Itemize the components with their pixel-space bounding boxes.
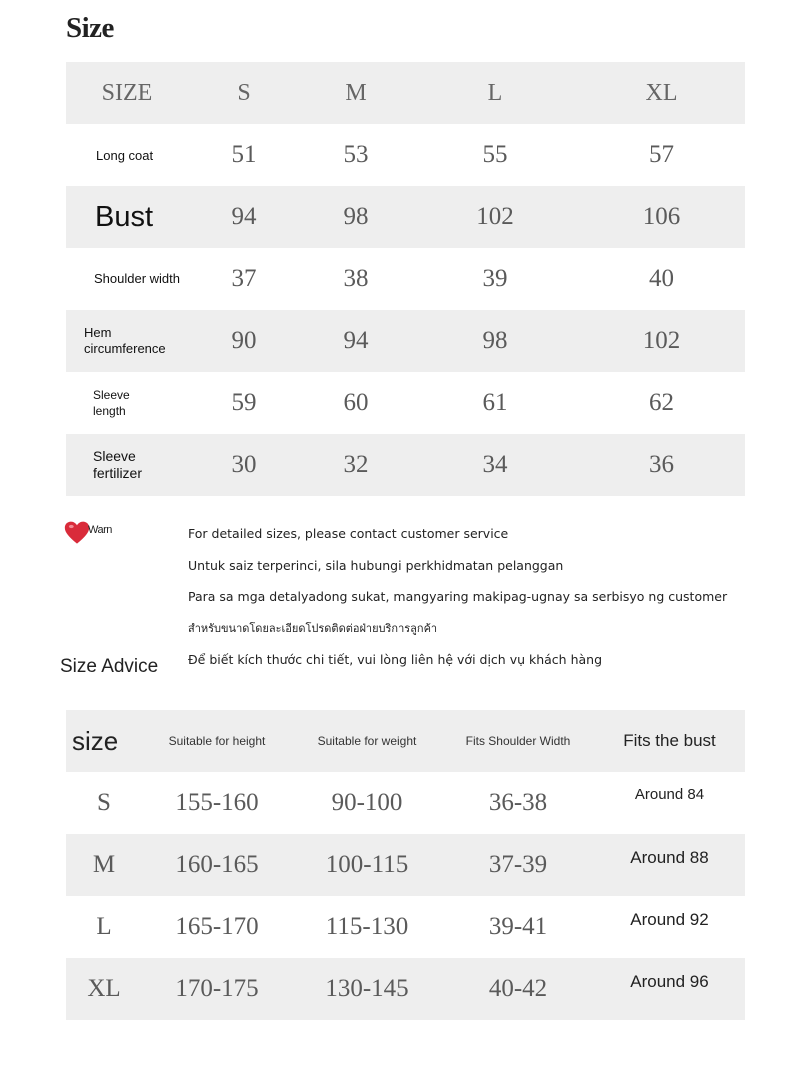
cell-value: 38 <box>343 265 369 292</box>
cell-value: 61 <box>482 389 508 416</box>
cell-value: 36 <box>649 451 674 478</box>
cell-value: 34 <box>482 451 508 478</box>
header-cell: SIZE <box>101 79 153 106</box>
cell-value: 32 <box>343 451 369 478</box>
height-cell: 160-165 <box>175 851 259 878</box>
size-cell: M <box>92 851 116 878</box>
header-cell: M <box>345 79 367 106</box>
cell-value: 37 <box>231 265 257 292</box>
note-line: สำหรับขนาดโดยละเอียดโปรดติดต่อฝ่ายบริการลูกค้า <box>188 621 438 635</box>
contact-notes <box>188 524 727 682</box>
cell-value: 59 <box>231 389 257 416</box>
note-line: Para sa mga detalyadong sukat, mangyaring makipag-ugnay sa serbisyo ng customer <box>188 589 728 604</box>
table-row <box>66 124 745 186</box>
row-label <box>66 372 188 434</box>
cell-value: 57 <box>649 141 674 168</box>
row-label: Long coat <box>96 147 154 163</box>
header-cell: S <box>237 79 251 106</box>
row-label: Bust <box>95 200 154 233</box>
header-cell: L <box>487 79 503 106</box>
garment-measurements-table <box>66 62 745 496</box>
cell-value: 106 <box>642 203 681 230</box>
bust-cell: Around 96 <box>630 972 709 991</box>
row-label <box>66 434 188 496</box>
bust-cell: Around 84 <box>634 786 705 803</box>
size-cell: L <box>96 913 112 940</box>
header-cell: Fits the bust <box>623 731 716 750</box>
table-row <box>66 372 745 434</box>
heart-icon <box>64 520 90 546</box>
row-label-text: Hem circumference <box>84 325 166 356</box>
size-cell: XL <box>87 975 121 1002</box>
note-line: Untuk saiz terperinci, sila hubungi perkhidmatan pelanggan <box>188 557 564 573</box>
table-row <box>66 310 745 372</box>
cell-value: 60 <box>343 389 369 416</box>
cell-value: 53 <box>343 141 369 168</box>
cell-value: 98 <box>343 203 369 230</box>
table-row <box>66 772 745 834</box>
header-cell: Suitable for weight <box>317 734 417 748</box>
cell-value: 94 <box>343 327 369 354</box>
warm-notice <box>64 520 112 546</box>
cell-value: 30 <box>231 451 257 478</box>
table-row <box>66 896 745 958</box>
page-title: Size <box>66 12 114 44</box>
size-cell: S <box>97 789 111 816</box>
weight-cell: 90-100 <box>331 789 403 816</box>
weight-cell: 115-130 <box>325 913 409 940</box>
row-label-text: Sleeve fertilizer <box>93 448 143 481</box>
table-row <box>66 958 745 1020</box>
size-advice-label: Size Advice <box>60 656 159 677</box>
cell-value: 90 <box>231 327 257 354</box>
shoulder-cell: 36-38 <box>488 789 548 816</box>
weight-cell: 130-145 <box>325 975 409 1002</box>
cell-value: 40 <box>649 265 674 292</box>
table-row <box>66 834 745 896</box>
note-line: Để biết kích thước chi tiết, vui lòng liên hệ với dịch vụ khách hàng <box>188 652 603 667</box>
bust-cell: Around 92 <box>630 910 709 929</box>
header-cell: XL <box>645 79 678 106</box>
cell-value: 102 <box>642 327 681 354</box>
header-cell: size <box>72 725 119 756</box>
header-cell: Suitable for height <box>168 734 266 748</box>
table-row <box>66 248 745 310</box>
size-recommendation-table <box>66 710 745 1020</box>
table-row <box>66 186 745 248</box>
table-row <box>66 434 745 496</box>
note-line: For detailed sizes, please contact customer service <box>188 526 509 541</box>
header-cell: Fits Shoulder Width <box>465 734 571 748</box>
row-label <box>66 310 188 372</box>
row-label-text: Sleeve length <box>93 388 130 418</box>
row-label: Shoulder width <box>94 271 180 286</box>
warm-label: Warn <box>88 524 112 536</box>
header-row <box>66 62 745 124</box>
height-cell: 155-160 <box>175 789 259 816</box>
cell-value: 55 <box>482 141 508 168</box>
cell-value: 102 <box>476 203 514 230</box>
cell-value: 98 <box>482 327 508 354</box>
height-cell: 170-175 <box>175 975 259 1002</box>
bust-cell: Around 88 <box>630 848 709 867</box>
shoulder-cell: 40-42 <box>488 975 548 1002</box>
cell-value: 94 <box>231 203 257 230</box>
weight-cell: 100-115 <box>325 851 409 878</box>
cell-value: 51 <box>231 141 257 168</box>
cell-value: 62 <box>649 389 674 416</box>
header-row <box>66 710 745 772</box>
cell-value: 39 <box>482 265 508 292</box>
shoulder-cell: 39-41 <box>488 913 548 940</box>
shoulder-cell: 37-39 <box>488 851 548 878</box>
height-cell: 165-170 <box>175 913 259 940</box>
